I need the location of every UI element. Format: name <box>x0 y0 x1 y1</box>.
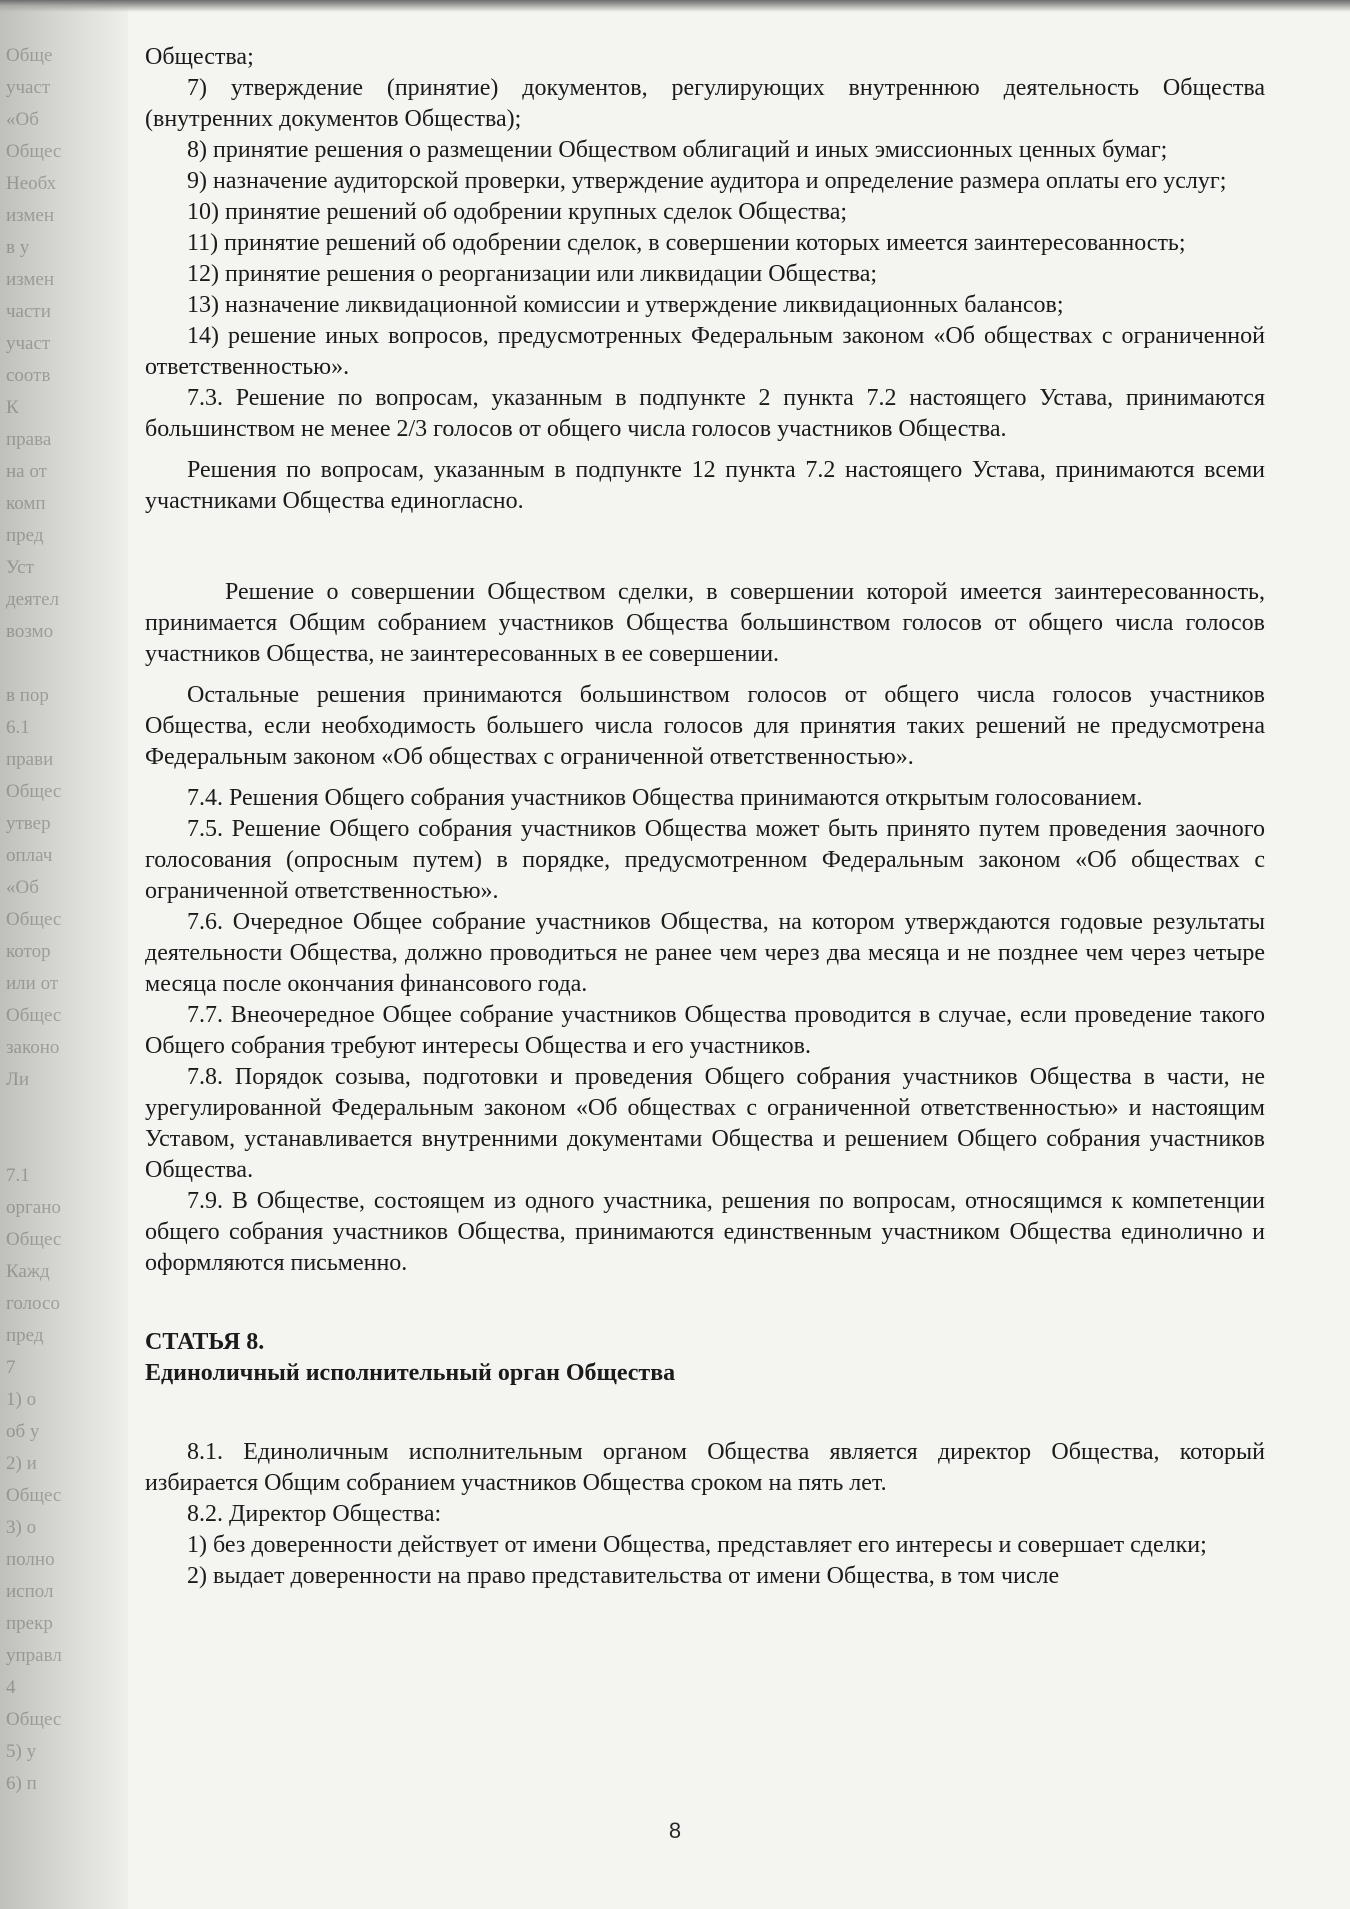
list-item-14: 14) решение иных вопросов, предусмотренных Федеральным законом «Об обществах с ограниченной ответственностью». <box>145 323 1265 380</box>
clause-8-2-intro: 8.2. Директор Общества: <box>187 1501 442 1527</box>
clause-8-2-item-2: 2) выдает доверенности на право представительства от имени Общества, в том числе <box>187 1563 1060 1589</box>
page-number: 8 <box>668 1818 682 1843</box>
clause-7-9: 7.9. В Обществе, состоящем из одного участника, решения по вопросам, относящимся к компетенции общего собрания участников Общества, принимаются единственным участником Общества единолично и оформляются письменно. <box>145 1188 1265 1276</box>
clause-7-8: 7.8. Порядок созыва, подготовки и проведения Общего собрания участников Общества в части, не урегулированной Федеральным законом «Об обществах с ограниченной ответственностью» и настоящим Уставом, устанавливается внутренними документами Общества и решением Общего собрания участников Общества. <box>145 1064 1265 1183</box>
article-title: Единоличный исполнительный орган Общества <box>145 1360 676 1386</box>
clause-7-3: 7.3. Решение по вопросам, указанным в подпункте 2 пункта 7.2 настоящего Устава, принимаются большинством не менее 2/3 голосов от общего числа голосов участников Общества. <box>145 385 1265 442</box>
article-number: СТАТЬЯ 8. <box>145 1329 265 1355</box>
list-item-12: 12) принятие решения о реорганизации или ликвидации Общества; <box>187 261 878 287</box>
interested-party-paragraph: Решение о совершении Обществом сделки, в совершении которой имеется заинтересованность, принимается Общим собранием участников Общества большинством голосов от общего числа голосов участников Общества, не заинтересованных в ее совершении. <box>145 579 1265 667</box>
list-item-13: 13) назначение ликвидационной комиссии и утверждение ликвидационных балансов; <box>187 292 1064 318</box>
clause-7-7: 7.7. Внеочередное Общее собрание участников Общества проводится в случае, если проведение такого Общего собрания требуют интересы Общества и его участников. <box>145 1002 1265 1059</box>
list-item-8: 8) принятие решения о размещении Обществом облигаций и иных эмиссионных ценных бумаг; <box>187 137 1168 163</box>
scan-bleed-through: Обще участ «Об Общес Необх измен в у измен части участ соотв К права на от комп пред Уст деятел возмо в пор 6.1 прави Общес утвер оплач «Об Общес котор или от Общес законо Ли 7.1 органо Общес Кажд голосо пред 7 1) о об у 2) и Общес 3) о полно испол прекр управл 4 Общес 5) у 6) п <box>6 45 62 1794</box>
scan-top-edge <box>0 0 1350 12</box>
top-fragment: Общества; <box>145 44 254 70</box>
clause-7-6: 7.6. Очередное Общее собрание участников Общества, на котором утверждаются годовые результаты деятельности Общества, должно проводиться не ранее чем через два месяца и не позднее чем через четыре месяца после окончания финансового года. <box>145 909 1265 997</box>
clause-8-2-item-1: 1) без доверенности действует от имени Общества, представляет его интересы и совершает сделки; <box>187 1532 1207 1558</box>
list-item-7: 7) утверждение (принятие) документов, регулирующих внутреннюю деятельность Общества (внутренних документов Общества); <box>145 75 1265 132</box>
other-decisions-paragraph: Остальные решения принимаются большинством голосов от общего числа голосов участников Общества, если необходимость большего числа голосов для принятия таких решений не предусмотрена Федеральным законом «Об обществах с ограниченной ответственностью». <box>145 682 1265 770</box>
list-item-11: 11) принятие решений об одобрении сделок, в совершении которых имеется заинтересованность; <box>187 230 1186 256</box>
list-item-9: 9) назначение аудиторской проверки, утверждение аудитора и определение размера оплаты его услуг; <box>187 168 1227 194</box>
document-page <box>145 42 1265 1832</box>
unanimous-decisions-paragraph: Решения по вопросам, указанным в подпункте 12 пункта 7.2 настоящего Устава, принимаются всеми участниками Общества единогласно. <box>145 457 1265 514</box>
clause-8-1: 8.1. Единоличным исполнительным органом Общества является директор Общества, который избирается Общим собранием участников Общества сроком на пять лет. <box>145 1439 1265 1496</box>
clause-7-5: 7.5. Решение Общего собрания участников Общества может быть принято путем проведения заочного голосования (опросным путем) в порядке, предусмотренном Федеральным законом «Об обществах с ограниченной ответственностью». <box>145 816 1265 904</box>
list-item-10: 10) принятие решений об одобрении крупных сделок Общества; <box>187 199 848 225</box>
clause-7-4: 7.4. Решения Общего собрания участников Общества принимаются открытым голосованием. <box>187 785 1143 811</box>
